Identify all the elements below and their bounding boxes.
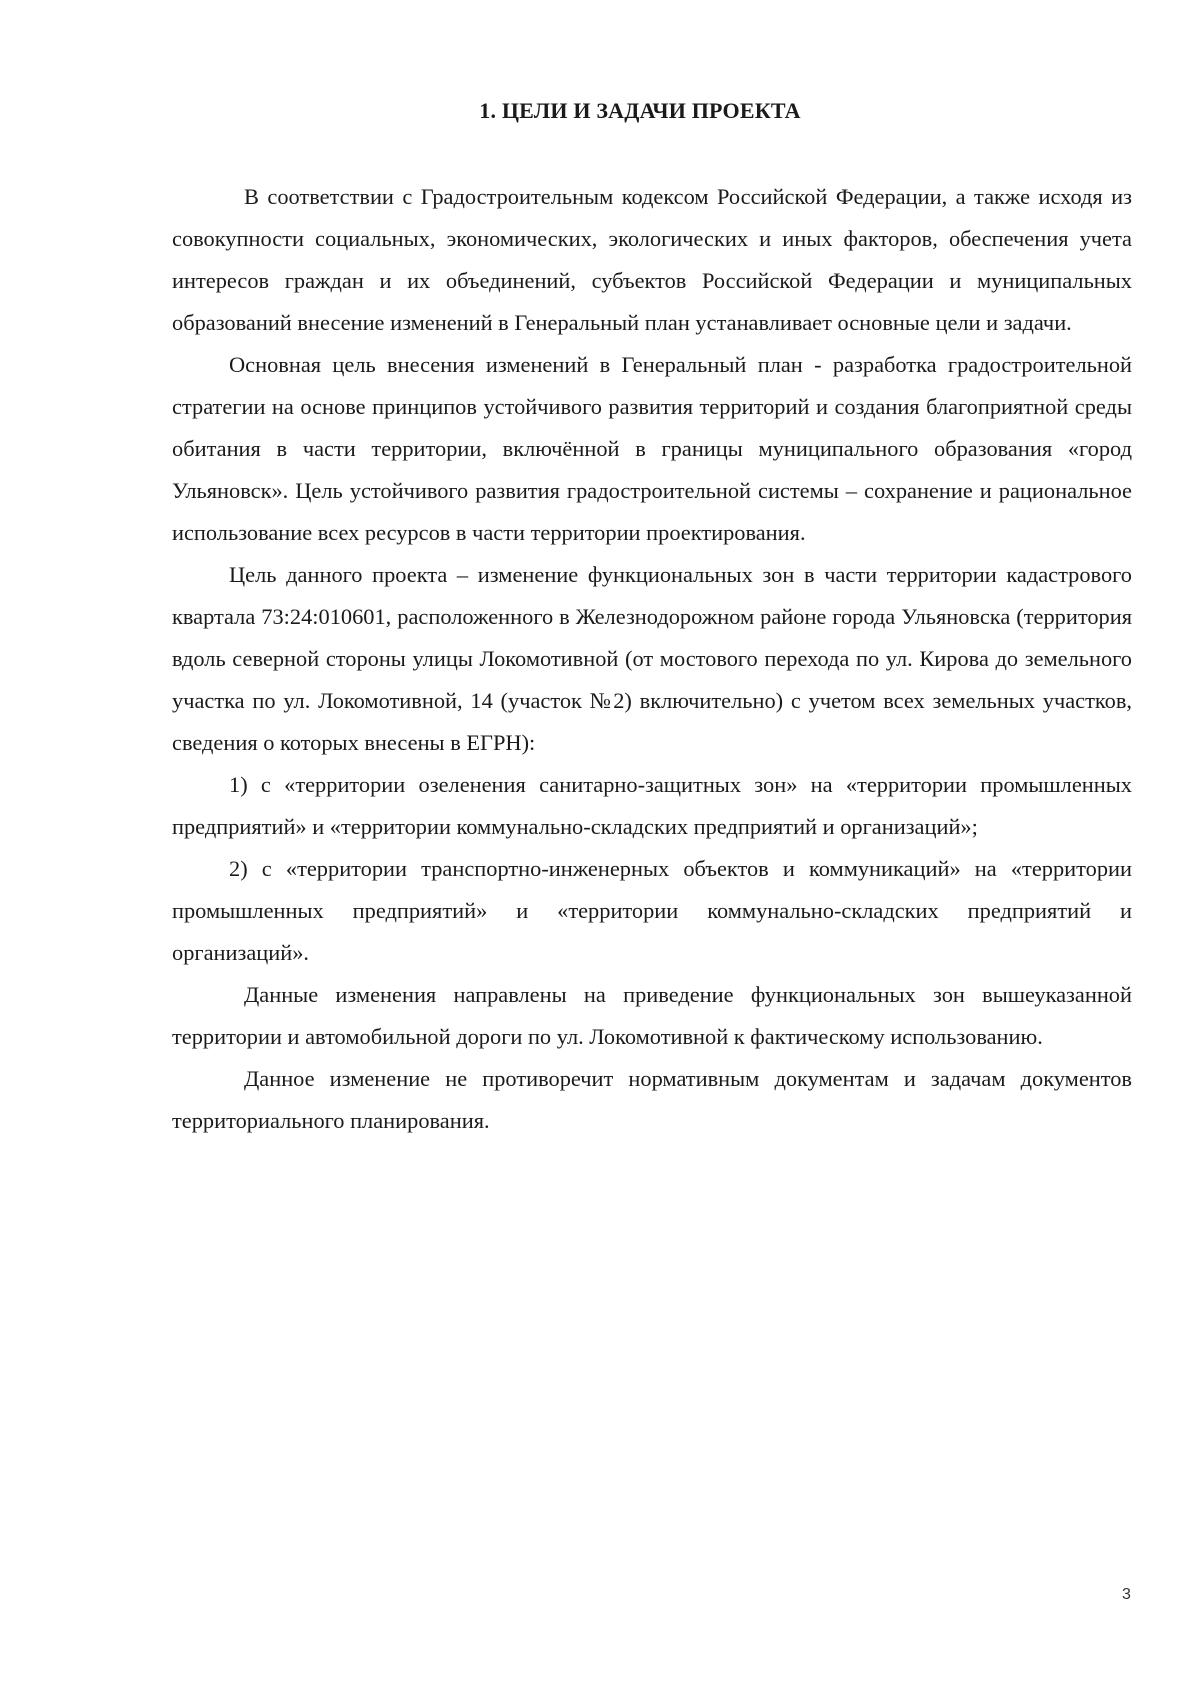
list-item-1: 1) с «территории озеленения санитарно-защитных зон» на «территории промышленных предприятий» и «территории коммунально-складских предприятий и организаций»; [172,772,1132,839]
paragraph-main-goal: Основная цель внесения изменений в Генеральный план - разработка градостроительной стратегии на основе принципов устойчивого развития территорий и создания благоприятной среды обитания в части территории, включённой в границы муниципального образования «город Ульяновск». Цель устойчивого развития градостроительной системы – сохранение и рациональное использование всех ресурсов в части территории проектирования. [172,352,1132,545]
document-body [172,176,1132,1142]
paragraph-project-goal: Цель данного проекта – изменение функциональных зон в части территории кадастрового квартала 73:24:010601, расположенного в Железнодорожном районе города Ульяновска (территория вдоль северной стороны улицы Локомотивной (от мостового перехода по ул. Кирова до земельного участка по ул. Локомотивной, 14 (участок №2) включительно) с учетом всех земельных участков, сведения о которых внесены в ЕГРН): [172,562,1132,755]
section-heading: 1. ЦЕЛИ И ЗАДАЧИ ПРОЕКТА [479,98,801,123]
paragraph-intro: В соответствии с Градостроительным кодексом Российской Федерации, а также исходя из совокупности социальных, экономических, экологических и иных факторов, обеспечения учета интересов граждан и их объединений, субъектов Российской Федерации и муниципальных образований внесение изменений в Генеральный план устанавливает основные цели и задачи. [172,184,1132,335]
list-item-2: 2) с «территории транспортно-инженерных объектов и коммуникаций» на «территории промышленных предприятий» и «территории коммунально-складских предприятий и организаций». [172,856,1132,965]
paragraph-conformity: Данное изменение не противоречит нормативным документам и задачам документов территориального планирования. [172,1066,1132,1133]
paragraph-changes-purpose: Данные изменения направлены на приведение функциональных зон вышеуказанной территории и автомобильной дороги по ул. Локомотивной к фактическому использованию. [172,982,1132,1049]
page-number: 3 [1122,1586,1131,1603]
